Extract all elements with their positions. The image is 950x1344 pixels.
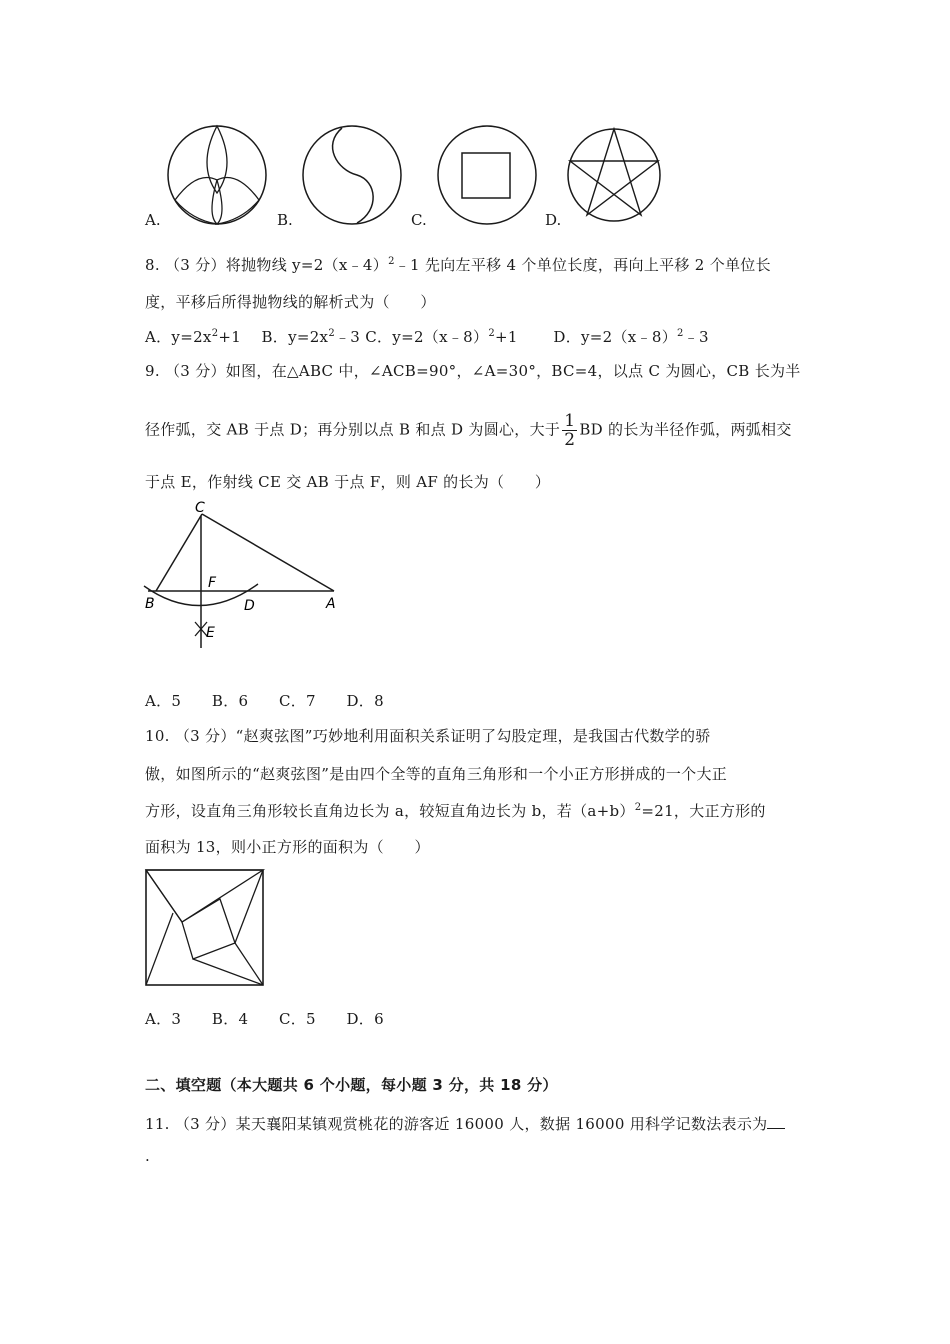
q8-line-1: 8. （3 分）将抛物线 y=2（x﹣4）$^2$﹣1 先向左平移 4 个单位长度，再向上平移 2 个单位长 xyxy=(145,256,771,274)
q9-label-c: C xyxy=(195,500,205,516)
q10-line-3: 方形，设直角三角形较长直角边长为 a，较短直角边长为 b，若$(a+b)^2=21$，大正方形的 xyxy=(145,802,766,820)
q9-line-1: 9. （3 分）如图，在△ABC 中，∠ACB=90°，∠A=30°，BC=4，以点 C 为圆心，CB 长为半 xyxy=(145,362,801,380)
q9-label-a: A xyxy=(326,596,336,612)
q7-option-a-label: A. xyxy=(145,211,161,229)
q7-option-b-label: B. xyxy=(277,211,293,229)
q9-line-2: 径作弧，交 AB 于点 D；再分别以点 B 和点 D 为圆心，大于 $\frac{1}{2}$ BD 的长为半径作弧，两弧相交 xyxy=(145,411,792,450)
q9-label-d: D xyxy=(244,598,255,614)
q8-line-2: 度，平移后所得抛物线的解析式为（ ） xyxy=(145,293,436,311)
q9-label-e: E xyxy=(206,625,215,641)
q9-label-b: B xyxy=(145,596,155,612)
q9-triangle-figure xyxy=(140,500,360,650)
q11-line-1: 11. （3 分）某天襄阳某镇观赏桃花的游客近 16000 人，数据 16000 用科学记数法表示为 xyxy=(145,1113,785,1134)
q7-figure-c xyxy=(437,125,537,225)
q10-line-2: 傲，如图所示的“赵爽弦图”是由四个全等的直角三角形和一个小正方形拼成的一个大正 xyxy=(145,765,728,783)
q9-line-3: 于点 E，作射线 CE 交 AB 于点 F，则 AF 的长为（ ） xyxy=(145,473,551,491)
q10-options: A．3 B．4 C．5 D．6 xyxy=(145,1010,384,1028)
q7-figure-d xyxy=(567,125,667,225)
q11-answer-blank xyxy=(767,1114,785,1129)
section-2-title: 二、填空题（本大题共 6 个小题，每小题 3 分，共 18 分） xyxy=(145,1076,558,1094)
q8-options: A．$y=2x^2+1$ B．$y=2x^2﹣3$ C．y=2（x﹣8）$^2$+1 D．y=2（x﹣8）$^2$﹣3 xyxy=(145,328,709,346)
q7-option-c-label: C. xyxy=(411,211,427,229)
q11-line-2: . xyxy=(145,1147,151,1165)
q7-figure-b xyxy=(302,125,402,225)
q7-figure-a xyxy=(167,125,267,225)
q10-line-1: 10. （3 分）“赵爽弦图”巧妙地利用面积关系证明了勾股定理，是我国古代数学的骄 xyxy=(145,727,711,745)
q9-label-f: F xyxy=(208,575,217,591)
q7-option-d-label: D. xyxy=(545,211,562,229)
q10-zhao-shuang-diagram xyxy=(145,869,265,987)
q9-options: A．5 B．6 C．7 D．8 xyxy=(145,692,384,710)
q10-line-4: 面积为 13，则小正方形的面积为（ ） xyxy=(145,838,430,856)
q9-fraction: $\frac{1}{2}$ xyxy=(564,411,576,450)
